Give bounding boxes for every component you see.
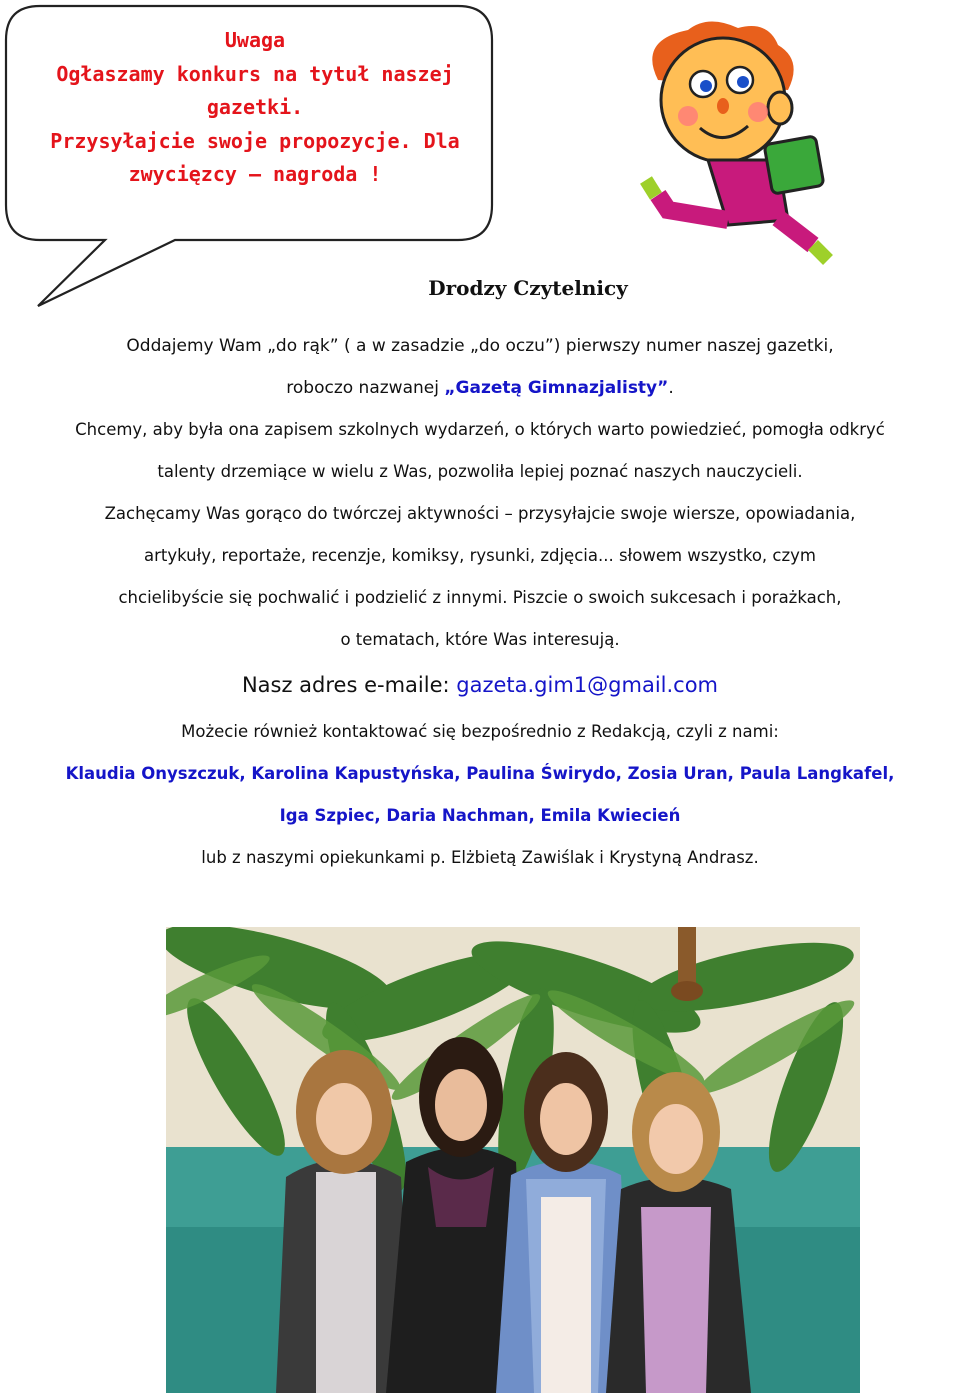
announcement-line: Przysyłajcie swoje propozycje. Dla: [50, 128, 460, 153]
paragraph-line: o tematach, które Was interesują.: [340, 630, 620, 649]
group-photo: [166, 927, 860, 1393]
paragraph-line: talenty drzemiące w wielu z Was, pozwoliła lepiej poznać naszych nauczycieli.: [157, 462, 803, 481]
email-link[interactable]: gazeta.gim1@gmail.com: [456, 673, 719, 697]
editors-names-line: Klaudia Onyszczuk, Karolina Kapustyńska, Paulina Świrydo, Zosia Uran, Paula Langkafel,: [65, 764, 895, 783]
announcement-text: [40, 24, 470, 192]
email-label: Nasz adres e-maile:: [241, 673, 457, 697]
paragraph-text: .: [668, 378, 674, 398]
announcement-line: Ogłaszamy konkurs na tytuł naszej: [56, 61, 454, 86]
announcement-line: Uwaga: [224, 28, 286, 52]
paragraph-line: Chcemy, aby była ona zapisem szkolnych wydarzeń, o których warto powiedzieć, pomogła odkryć: [75, 420, 885, 439]
paragraph-line: Oddajemy Wam „do rąk” ( a w zasadzie „do oczu”) pierwszy numer naszej gazetki,: [126, 336, 834, 356]
paragraph-line: [0, 378, 960, 398]
paragraph-line: chcielibyście się pochwalić i podzielić z innymi. Piszcie o swoich sukcesach i porażkach,: [118, 588, 842, 607]
paragraph-line: Zachęcamy Was gorąco do twórczej aktywności – przysyłajcie swoje wiersze, opowiadania,: [104, 504, 856, 523]
paragraph-text: roboczo nazwanej: [286, 378, 445, 398]
newspaper-name: „Gazetą Gimnazjalisty”: [444, 378, 669, 398]
closing-line: lub z naszymi opiekunkami p. Elżbietą Zawiślak i Krystyną Andrasz.: [201, 848, 759, 867]
group-photo-drawing: [166, 927, 860, 1393]
contact-line: Możecie również kontaktować się bezpośrednio z Redakcją, czyli z nami:: [181, 722, 779, 741]
paragraph-line: artykuły, reportaże, recenzje, komiksy, rysunki, zdjęcia... słowem wszystko, czym: [143, 546, 816, 565]
editors-names-line: Iga Szpiec, Daria Nachman, Emila Kwiecień: [279, 806, 681, 825]
cartoon-boy-mascot: [628, 20, 848, 268]
speech-bubble: [0, 0, 500, 320]
email-line: [0, 673, 960, 697]
announcement-line: zwycięzcy – nagroda !: [128, 162, 382, 186]
article-title: Drodzy Czytelnicy: [428, 276, 628, 300]
announcement-line: gazetki.: [206, 95, 304, 119]
